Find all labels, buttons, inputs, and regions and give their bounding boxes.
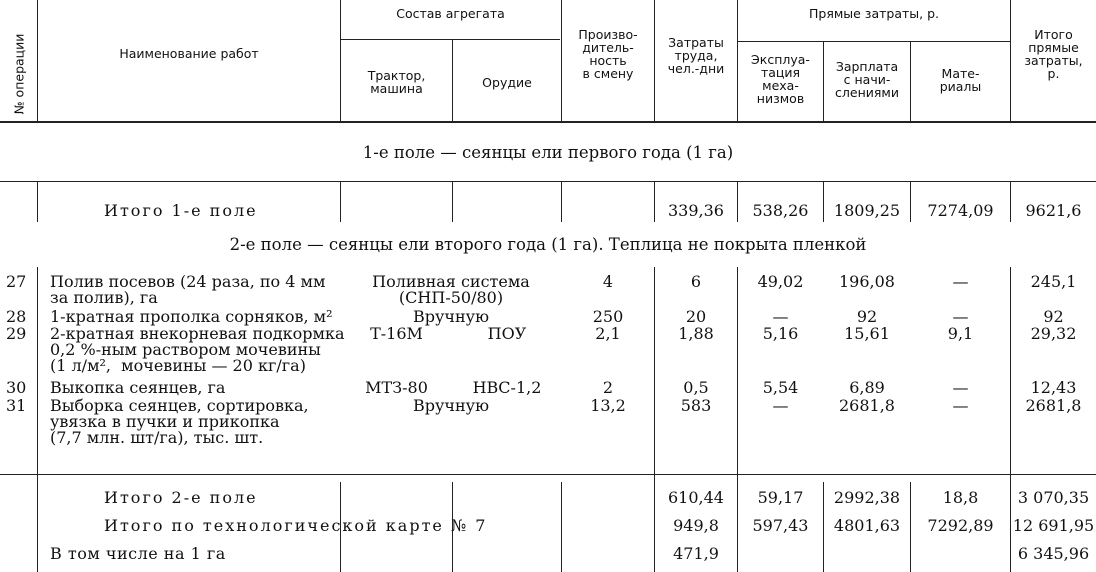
work-name: Полив посевов (24 раза, по 4 мм за полив), га	[50, 272, 326, 307]
total-total: 3 070,35	[1017, 488, 1090, 507]
total-labor: 339,36	[668, 201, 724, 220]
op-no: 29	[6, 324, 27, 343]
aggregate-rule	[341, 39, 560, 40]
work-name: 1-кратная прополка сорняков, м²	[50, 307, 333, 326]
materials: —	[952, 378, 969, 397]
labor: 583	[680, 396, 712, 415]
header-aggregate: Состав агрегата	[396, 6, 505, 21]
op-no: 27	[6, 272, 27, 291]
section2-rule	[0, 474, 1096, 475]
labor: 20	[685, 307, 707, 326]
total-labor: 949,8	[673, 516, 719, 535]
total-salary: 1809,25	[833, 201, 901, 220]
per-ha-label: В том числе на 1 га	[50, 544, 226, 563]
total-materials: 7274,09	[927, 201, 994, 220]
exploitation: 5,54	[762, 378, 799, 397]
machine: Вручную	[413, 396, 489, 415]
header-total-direct: Итого прямые затраты, р.	[1024, 27, 1083, 81]
productivity: 2,1	[595, 324, 621, 343]
total-label: Итого 2-е поле	[104, 488, 258, 507]
total-label: Итого 1-е поле	[104, 201, 258, 220]
total-materials: 18,8	[942, 488, 979, 507]
exploitation: 49,02	[757, 272, 804, 291]
labor: 0,5	[683, 378, 709, 397]
total: 29,32	[1030, 324, 1077, 343]
total-expl: 538,26	[752, 201, 809, 220]
machine: Т-16М	[370, 324, 423, 343]
salary: 92	[856, 307, 878, 326]
salary: 196,08	[839, 272, 895, 291]
total-labor: 610,44	[668, 488, 724, 507]
machine: Вручную	[413, 307, 489, 326]
work-name: Выборка сеянцев, сортировка, увязка в пучки и прикопка (7,7 млн. шт/га), тыс. шт.	[50, 396, 309, 447]
total: 12,43	[1030, 378, 1077, 397]
tool: ПОУ	[487, 324, 527, 343]
productivity: 4	[602, 272, 614, 291]
materials: —	[952, 307, 969, 326]
total-label: Итого по технологической карте № 7	[104, 516, 488, 535]
section1-title: 1-е поле — сеянцы ели первого года (1 га)	[362, 143, 734, 162]
salary: 6,89	[849, 378, 885, 397]
materials: —	[952, 396, 969, 415]
total-total: 9621,6	[1025, 201, 1082, 220]
total-materials: 7292,89	[927, 516, 994, 535]
header-tractor: Трактор, машина	[367, 68, 426, 96]
productivity: 13,2	[590, 396, 626, 415]
exploitation: —	[772, 307, 789, 326]
labor: 6	[690, 272, 702, 291]
section2-title: 2-е поле — сеянцы ели второго года (1 га). Теплица не покрыта пленкой	[229, 235, 867, 254]
productivity: 2	[602, 378, 614, 397]
header-exploitation: Эксплуа- тация меха- низмов	[751, 52, 810, 106]
machine: МТЗ-80	[365, 378, 428, 397]
direct-costs-rule	[738, 41, 1010, 42]
tool: НВС-1,2	[472, 378, 542, 397]
total: 92	[1043, 307, 1064, 326]
header-salary: Зарплата с начи- слениями	[835, 59, 899, 100]
total-total: 12 691,95	[1012, 516, 1095, 535]
total: 2681,8	[1025, 396, 1082, 415]
materials: 9,1	[947, 324, 974, 343]
section1-rule	[0, 181, 1096, 182]
labor: 1,88	[678, 324, 714, 343]
header-labor: Затраты труда, чел.-дни	[667, 35, 725, 76]
header-bottom-rule	[0, 121, 1096, 123]
header-productivity: Произво- дитель- ность в смену	[578, 27, 638, 81]
productivity: 250	[592, 307, 624, 326]
materials: —	[952, 272, 969, 291]
total-expl: 59,17	[757, 488, 804, 507]
header-work-name: Наименование работ	[119, 46, 259, 61]
total-expl: 597,43	[752, 516, 809, 535]
exploitation: 5,16	[762, 324, 799, 343]
work-name: Выкопка сеянцев, га	[50, 378, 226, 397]
salary: 2681,8	[839, 396, 895, 415]
header-tool: Орудие	[482, 75, 532, 90]
header-op-no: № операции	[11, 33, 27, 114]
exploitation: —	[772, 396, 789, 415]
per-ha-labor: 471,9	[673, 544, 719, 563]
header-direct-costs: Прямые затраты, р.	[808, 6, 939, 21]
header-materials: Мате- риалы	[939, 66, 982, 94]
machine: Поливная система (СНП-50/80)	[372, 272, 530, 307]
total: 245,1	[1030, 272, 1077, 291]
per-ha-total: 6 345,96	[1017, 544, 1090, 563]
op-no: 28	[6, 307, 27, 326]
salary: 15,61	[844, 324, 890, 343]
op-no: 31	[6, 396, 27, 415]
total-salary: 2992,38	[833, 488, 901, 507]
work-name: 2-кратная внекорневая подкормка 0,2 %-ным раствором мочевины (1 л/м², мочевины — 20 кг/га)	[50, 324, 345, 375]
op-no: 30	[6, 378, 27, 397]
total-salary: 4801,63	[833, 516, 901, 535]
